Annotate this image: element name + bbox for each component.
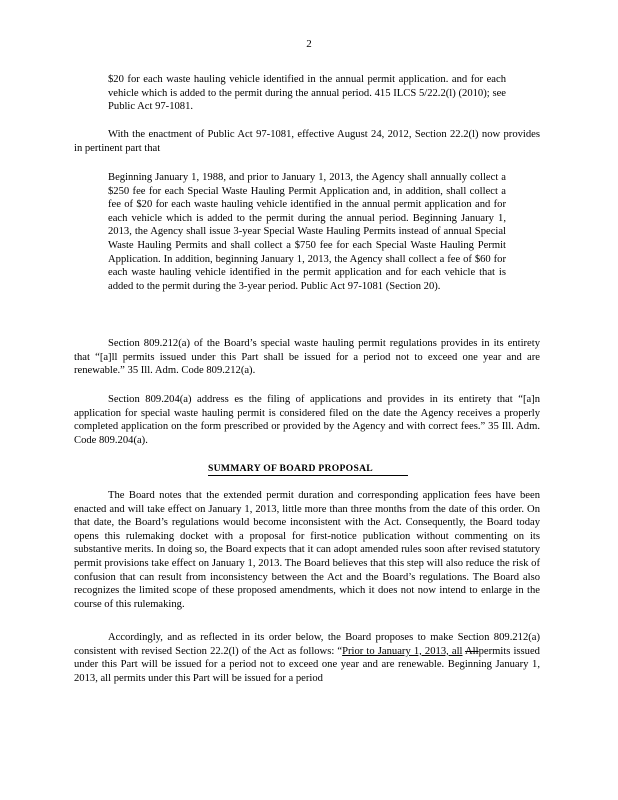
inserted-text: Prior to January 1, 2013, all [342,645,463,657]
text-run: Accordingly, and as reflected in its order below, the Board proposes to make Section 809.212(a) consistent with revised Section 22.2(l) of the Act as follows: “ [74,632,540,657]
paragraph-enactment [74,128,540,155]
deleted-text: All [465,645,479,657]
paragraph-text: With the enactment of Public Act 97-1081, effective August 24, 2012, Section 22.2(l) now provides in pertinent part that [74,129,540,154]
paragraph-text: The Board notes that the extended permit duration and corresponding application fees have been enacted and will take effect on January 1, 2013, little more than three months from the date of this order. On that date, the Board’s regulations would become inconsistent with the Act. Consequently, the Board today opens this rulemaking docket with a proposal for first-notice publication without commenting on its substantive merits. In doing so, the Board expects that it can adopt amended rules soon after revised statutory permit provisions take effect on January 1, 2013. The Board believes that this step will also reduce the risk of confusion that can result from inconsistency between the Act and the Board’s regulations. The Board also recognizes the limited scope of these proposed amendments, which it does not now intend to enlarge in the course of this rulemaking. [74,490,540,610]
paragraph-809-212 [74,337,540,378]
quote-text: Beginning January 1, 1988, and prior to January 1, 2013, the Agency shall annually collect a $250 fee for each Special Waste Hauling Permit Application and, in addition, shall collect a fee of $20 for each waste hauling vehicle identified in the annual permit application and for each vehicle which is added to the permit during the annual period. Beginning January 1, 2013, the Agency shall issue 3-year Special Waste Hauling Permits instead of annual Special Waste Hauling Permits and shall collect a $750 fee for each Special Waste Hauling Permit Application. In addition, beginning January 1, 2013, the Agency shall collect a fee of $60 for each waste hauling vehicle identified in the permit application and for each vehicle that is added to the permit during the 3-year period. Public Act 97-1081 (Section 20). [108,172,506,292]
paragraph-board-notes [74,489,540,611]
page-number: 2 [306,38,312,50]
section-heading: SUMMARY OF BOARD PROPOSAL [208,463,408,476]
paragraph-text: Section 809.204(a) address es the filing of applications and provides in its entirety that “[a]n application for special waste hauling permit is considered filed on the date the Agency receives a properly completed application on the form prescribed or provided by the Agency and with correct fees.” 35 Ill. Adm. Code 809.204(a). [74,394,540,446]
paragraph-text: $20 for each waste hauling vehicle identified in the annual permit application. and for each vehicle which is added to the permit during the annual period. 415 ILCS 5/22.2(l) (2010); see Public Act 97-1081. [108,74,506,113]
paragraph-accordingly [74,631,540,685]
paragraph-text [74,631,540,685]
text-run: Beginning January 1, 2013, all permits under this Part will be issued for a period [74,659,540,684]
paragraph-text: Section 809.212(a) of the Board’s special waste hauling permit regulations provides in its entirety that “[a]ll permits issued under this Part shall be issued for a period not to exceed one year and are renewable.” 35 Ill. Adm. Code 809.212(a). [74,338,540,377]
paragraph-continued [108,73,506,114]
paragraph-809-204 [74,393,540,447]
text-run: permits issued under this Part will be issued for a period not to exceed one year and are renewable. [74,645,540,671]
block-quote-section-22-2 [108,171,506,293]
